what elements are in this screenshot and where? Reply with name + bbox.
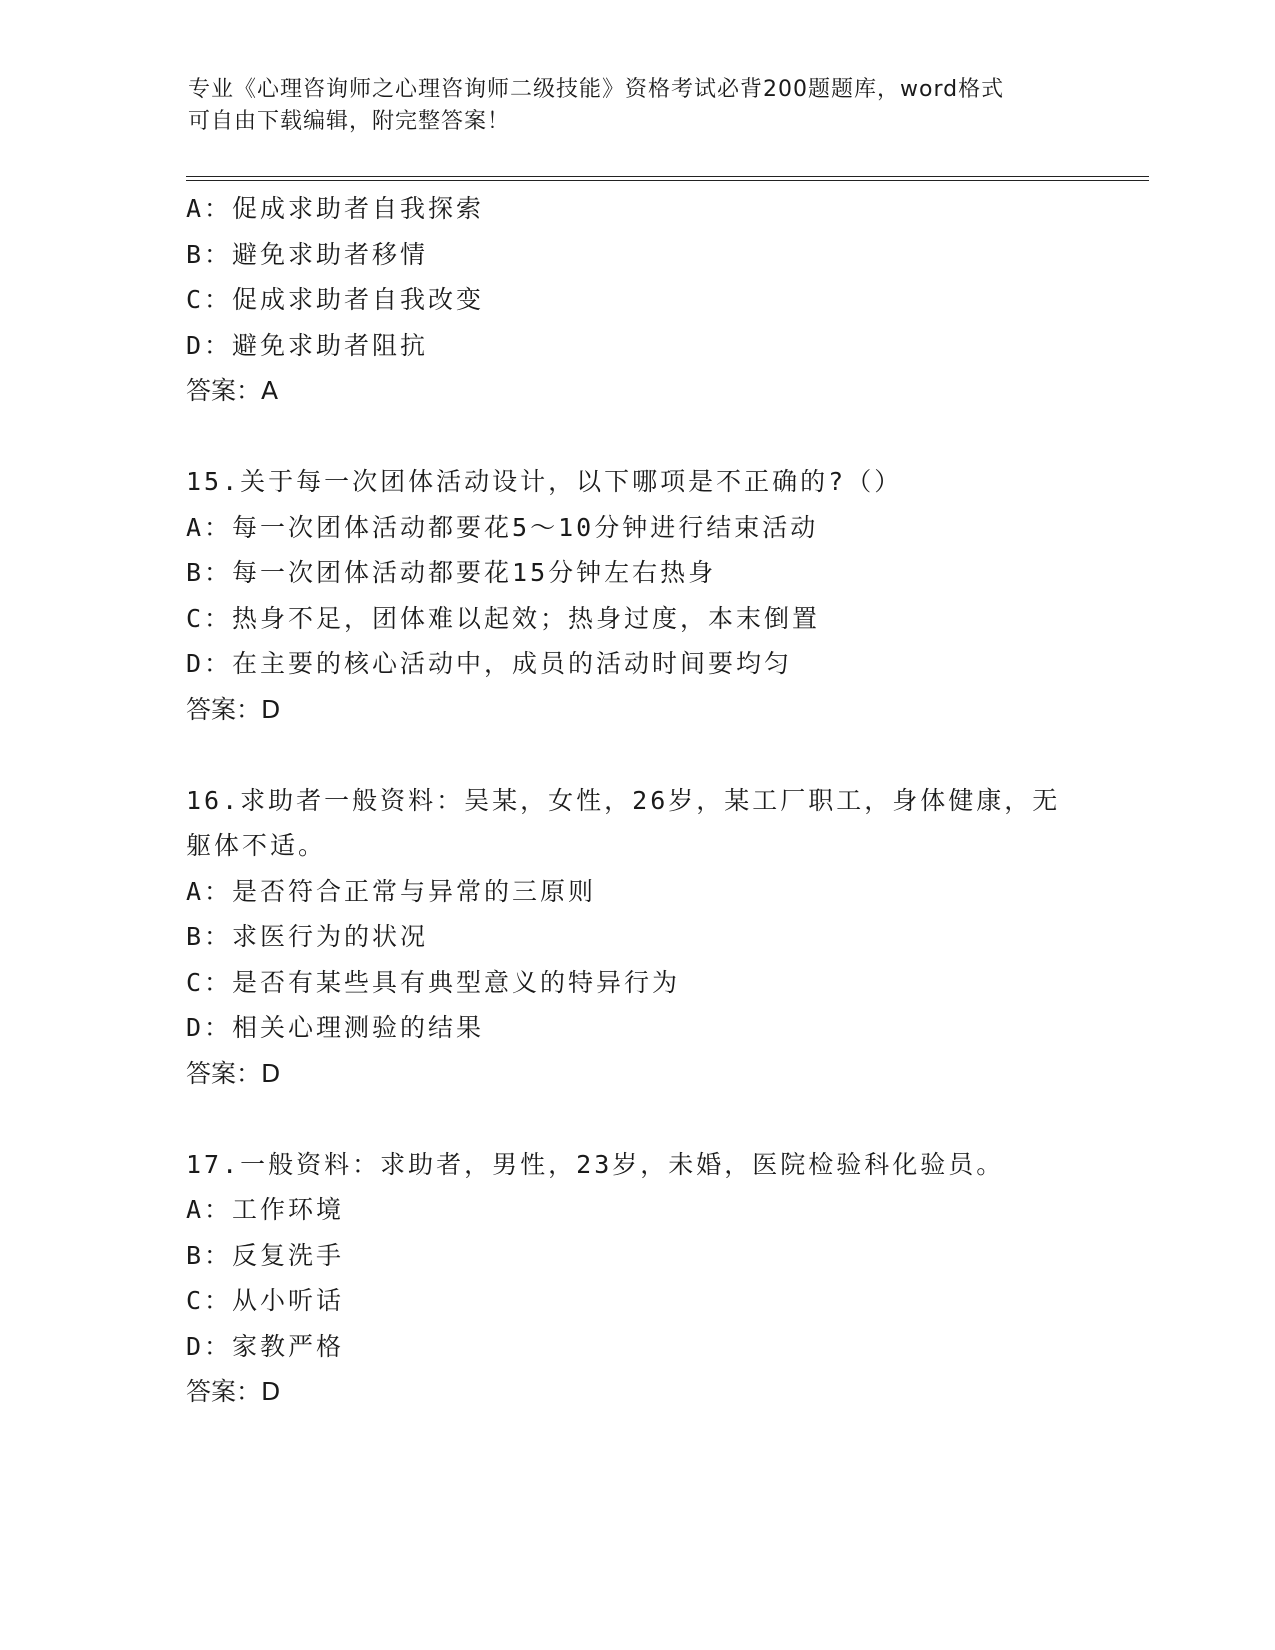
- option-c: C：促成求助者自我改变: [186, 285, 485, 314]
- option-b: B：求医行为的状况: [186, 922, 429, 951]
- option-a: A：工作环境: [186, 1195, 345, 1224]
- option-c: C：从小听话: [186, 1286, 345, 1315]
- option-c: C：是否有某些具有典型意义的特异行为: [186, 967, 681, 997]
- option-b: B：每一次团体活动都要花15分钟左右热身: [186, 558, 717, 587]
- question-block-14: [186, 186, 1106, 414]
- option-d: D：家教严格: [186, 1331, 345, 1361]
- block-spacer: [186, 732, 1106, 778]
- option-a: A：促成求助者自我探索: [186, 194, 485, 223]
- block-spacer: [186, 414, 1106, 460]
- question-stem: 17.一般资料：求助者，男性，23岁，未婚，医院检验科化验员。: [186, 1149, 1005, 1179]
- option-b: B：反复洗手: [186, 1240, 345, 1270]
- option-b: B：避免求助者移情: [186, 239, 429, 269]
- block-spacer: [186, 1096, 1106, 1142]
- answer-line: 答案：D: [186, 1058, 281, 1088]
- option-d: D：在主要的核心活动中，成员的活动时间要均匀: [186, 649, 793, 678]
- question-list: [186, 186, 1106, 1415]
- option-c: C：热身不足，团体难以起效；热身过度，本末倒置: [186, 603, 821, 633]
- header-divider-top: [186, 176, 1149, 177]
- question-block-15: [186, 459, 1106, 732]
- answer-line: 答案：A: [186, 376, 279, 405]
- document-header: [188, 74, 1088, 138]
- header-title-line-1: 专业《心理咨询师之心理咨询师二级技能》资格考试必背200题题库，word格式: [188, 77, 1005, 102]
- option-a: A：是否符合正常与异常的三原则: [186, 876, 597, 906]
- question-stem-continued: 躯体不适。: [186, 831, 327, 860]
- option-d: D：避免求助者阻抗: [186, 330, 429, 360]
- header-divider-bottom: [186, 180, 1149, 181]
- option-a: A：每一次团体活动都要花5～10分钟进行结束活动: [186, 512, 819, 542]
- question-stem: 15.关于每一次团体活动设计，以下哪项是不正确的?（）: [186, 467, 903, 496]
- header-title-line-2: 可自由下载编辑，附完整答案！: [188, 109, 511, 134]
- question-block-16: [186, 778, 1106, 1097]
- question-block-17: [186, 1142, 1106, 1415]
- answer-line: 答案：D: [186, 694, 281, 724]
- option-d: D：相关心理测验的结果: [186, 1013, 485, 1042]
- answer-line: 答案：D: [186, 1377, 281, 1406]
- question-stem: 16.求助者一般资料：吴某，女性，26岁，某工厂职工，身体健康，无: [186, 785, 1061, 815]
